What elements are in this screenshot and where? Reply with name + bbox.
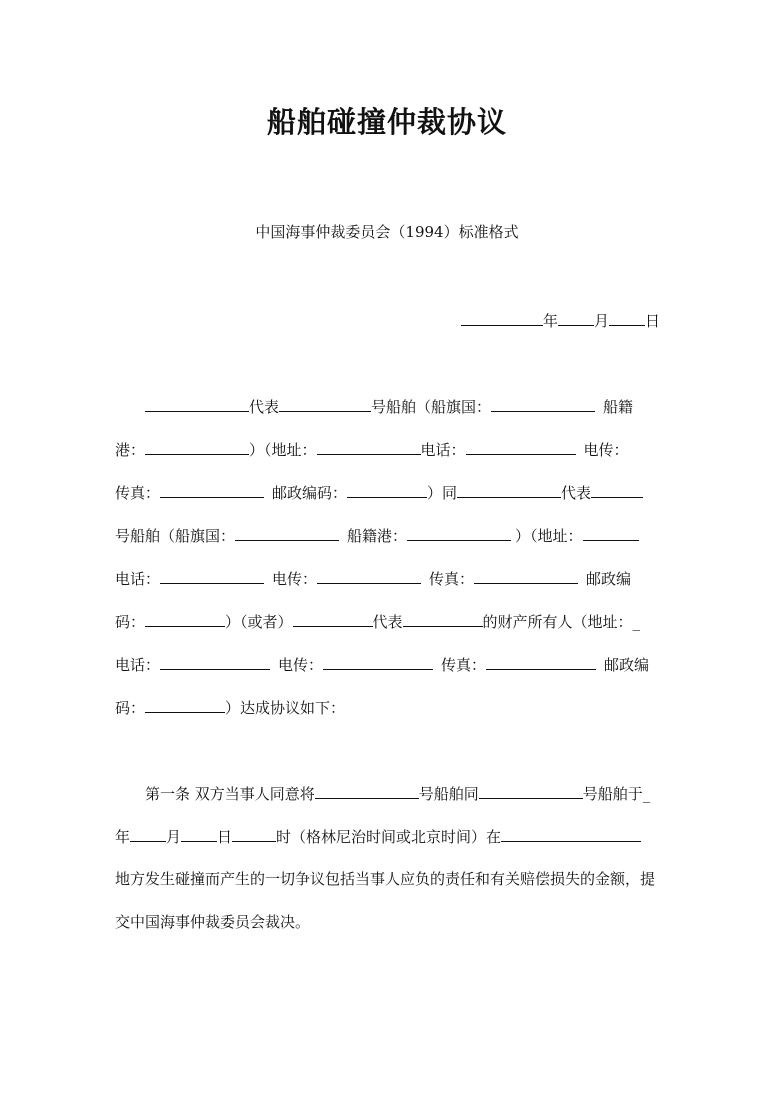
ship-a-blank[interactable]	[279, 396, 371, 412]
text: 电话：	[115, 570, 161, 588]
text: ）（地址：	[249, 441, 317, 459]
document-subtitle: 中国海事仲裁委员会（1994）标准格式	[255, 223, 519, 241]
text: 电话：	[115, 656, 161, 674]
month-label: 月	[593, 312, 609, 330]
article1-line-4: 交中国海事仲裁委员会裁决。	[115, 913, 311, 931]
phone-a-blank[interactable]	[466, 439, 576, 455]
party-a-blank[interactable]	[145, 396, 249, 412]
text: 传真：	[441, 656, 487, 674]
text: 电话：	[420, 441, 466, 459]
article-month-blank[interactable]	[130, 826, 166, 842]
text: 船籍港：	[347, 527, 408, 545]
zip-c-blank[interactable]	[145, 697, 225, 713]
port-a-blank[interactable]	[145, 439, 249, 455]
text: 港：	[115, 441, 146, 459]
text: 代表	[249, 398, 280, 416]
text: 的财产所有人（地址：_	[482, 613, 641, 631]
parties-line-1	[115, 396, 660, 417]
text: ）同	[427, 484, 458, 502]
phone-b-blank[interactable]	[160, 568, 264, 584]
article-day-blank[interactable]	[181, 826, 217, 842]
parties-line-8	[115, 697, 660, 718]
text: 号船舶于_	[582, 785, 651, 803]
ship-1-blank[interactable]	[315, 783, 419, 799]
party-c-blank[interactable]	[293, 611, 373, 627]
address-b-blank[interactable]	[583, 525, 639, 541]
text: 代表	[372, 613, 403, 631]
text: 电传：	[272, 570, 318, 588]
parties-line-5	[115, 568, 660, 589]
text: 码：	[115, 699, 146, 717]
text: 船籍	[603, 398, 634, 416]
parties-line-2	[115, 439, 660, 460]
year-blank[interactable]	[461, 310, 543, 326]
text: 代表	[561, 484, 592, 502]
article1-line-3: 地方发生碰撞而产生的一切争议包括当事人应负的责任和有关赔偿损失的金额，提	[115, 870, 656, 888]
year-label: 年	[542, 312, 558, 330]
article-hour-blank[interactable]	[232, 826, 276, 842]
zip-b-blank[interactable]	[145, 611, 225, 627]
telex-b-blank[interactable]	[317, 568, 421, 584]
address-a-blank[interactable]	[317, 439, 421, 455]
flag-a-blank[interactable]	[491, 396, 595, 412]
text: ）达成协议如下：	[225, 699, 346, 717]
day-label: 日	[644, 312, 660, 330]
document-title: 船舶碰撞仲裁协议	[266, 105, 507, 139]
parties-line-3	[115, 482, 660, 503]
parties-line-6	[115, 611, 660, 632]
text: ）（或者）	[225, 613, 293, 631]
date-line	[115, 310, 660, 331]
ship-2-blank[interactable]	[479, 783, 583, 799]
phone-c-blank[interactable]	[160, 654, 270, 670]
text: 月	[166, 828, 182, 846]
text: 号船舶同	[418, 785, 479, 803]
location-blank[interactable]	[501, 826, 641, 842]
text: 年	[115, 828, 131, 846]
text: 传真：	[115, 484, 161, 502]
day-blank[interactable]	[609, 310, 645, 326]
fax-c-blank[interactable]	[486, 654, 596, 670]
ship-b-blank[interactable]	[591, 482, 643, 498]
flag-b-blank[interactable]	[235, 525, 339, 541]
month-blank[interactable]	[558, 310, 594, 326]
parties-line-7	[115, 654, 660, 675]
property-blank[interactable]	[403, 611, 483, 627]
port-b-blank[interactable]	[407, 525, 511, 541]
fax-b-blank[interactable]	[474, 568, 578, 584]
text: 码：	[115, 613, 146, 631]
article1-line-1	[115, 783, 660, 804]
text: 邮政编码：	[272, 484, 348, 502]
article1-line-2	[115, 826, 660, 847]
telex-c-blank[interactable]	[323, 654, 433, 670]
parties-line-4	[115, 525, 660, 546]
party-b-blank[interactable]	[457, 482, 561, 498]
text: 传真：	[429, 570, 475, 588]
text: 电传：	[583, 441, 629, 459]
text: 号船舶（船旗国：	[371, 398, 492, 416]
text: 日	[217, 828, 233, 846]
fax-a-blank[interactable]	[160, 482, 264, 498]
zip-a-blank[interactable]	[347, 482, 427, 498]
text: 第一条 双方当事人同意将	[145, 785, 315, 803]
text: 邮政编	[586, 570, 632, 588]
text: 时（格林尼治时间或北京时间）在	[276, 828, 502, 846]
text: 电传：	[278, 656, 324, 674]
text: 邮政编	[604, 656, 650, 674]
text: ）（地址：	[515, 527, 583, 545]
text: 号船舶（船旗国：	[115, 527, 236, 545]
